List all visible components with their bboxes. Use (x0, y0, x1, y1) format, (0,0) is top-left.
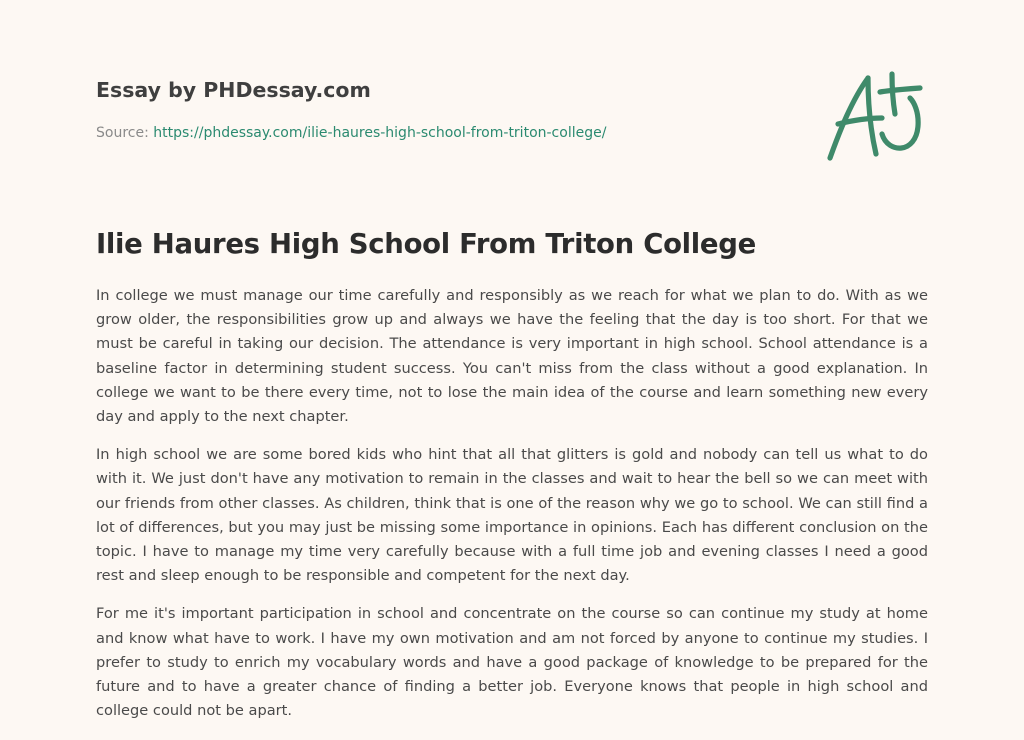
essay-title: Ilie Haures High School From Triton College (96, 228, 757, 260)
essay-body (96, 284, 928, 737)
page-header (96, 76, 796, 143)
essay-paragraph: For me it's important participation in school and concentrate on the course so can continue my study at home and know what have to work. I have my own motivation and am not forced by anyone to continue my studies. I prefer to study to enrich my vocabulary words and have a good package of knowledge to be prepared for the future and to have a greater chance of finding a better job. Everyone knows that people in high school and college could not be apart. (96, 605, 928, 720)
site-title: Essay by PHDessay.com (96, 78, 371, 102)
essay-paragraph: In high school we are some bored kids who hint that all that glitters is gold and nobody can tell us what to do with it. We just don't have any motivation to remain in the classes and wait to hear the bell so we can meet with our friends from other classes. As children, think that is one of the reason why we go to school. We can still find a lot of differences, but you may just be missing some importance in opinions. Each has different conclusion on the topic. I have to manage my time very carefully because with a full time job and evening classes I need a good rest and sleep enough to be responsible and competent for the next day. (96, 446, 928, 585)
source-line (96, 123, 796, 143)
source-label: Source: (96, 125, 149, 141)
a-plus-logo-icon (822, 68, 930, 166)
source-link[interactable]: https://phdessay.com/ilie-haures-high-school-from-triton-college/ (153, 125, 607, 141)
essay-paragraph: In college we must manage our time carefully and responsibly as we reach for what we plan to do. With as we grow older, the responsibilities grow up and always we have the feeling that the day is too short. For that we must be careful in taking our decision. The attendance is very important in high school. School attendance is a baseline factor in determining student success. You can't miss from the class without a good explanation. In college we want to be there every time, not to lose the main idea of the course and learn something new every day and apply to the next chapter. (96, 287, 928, 426)
